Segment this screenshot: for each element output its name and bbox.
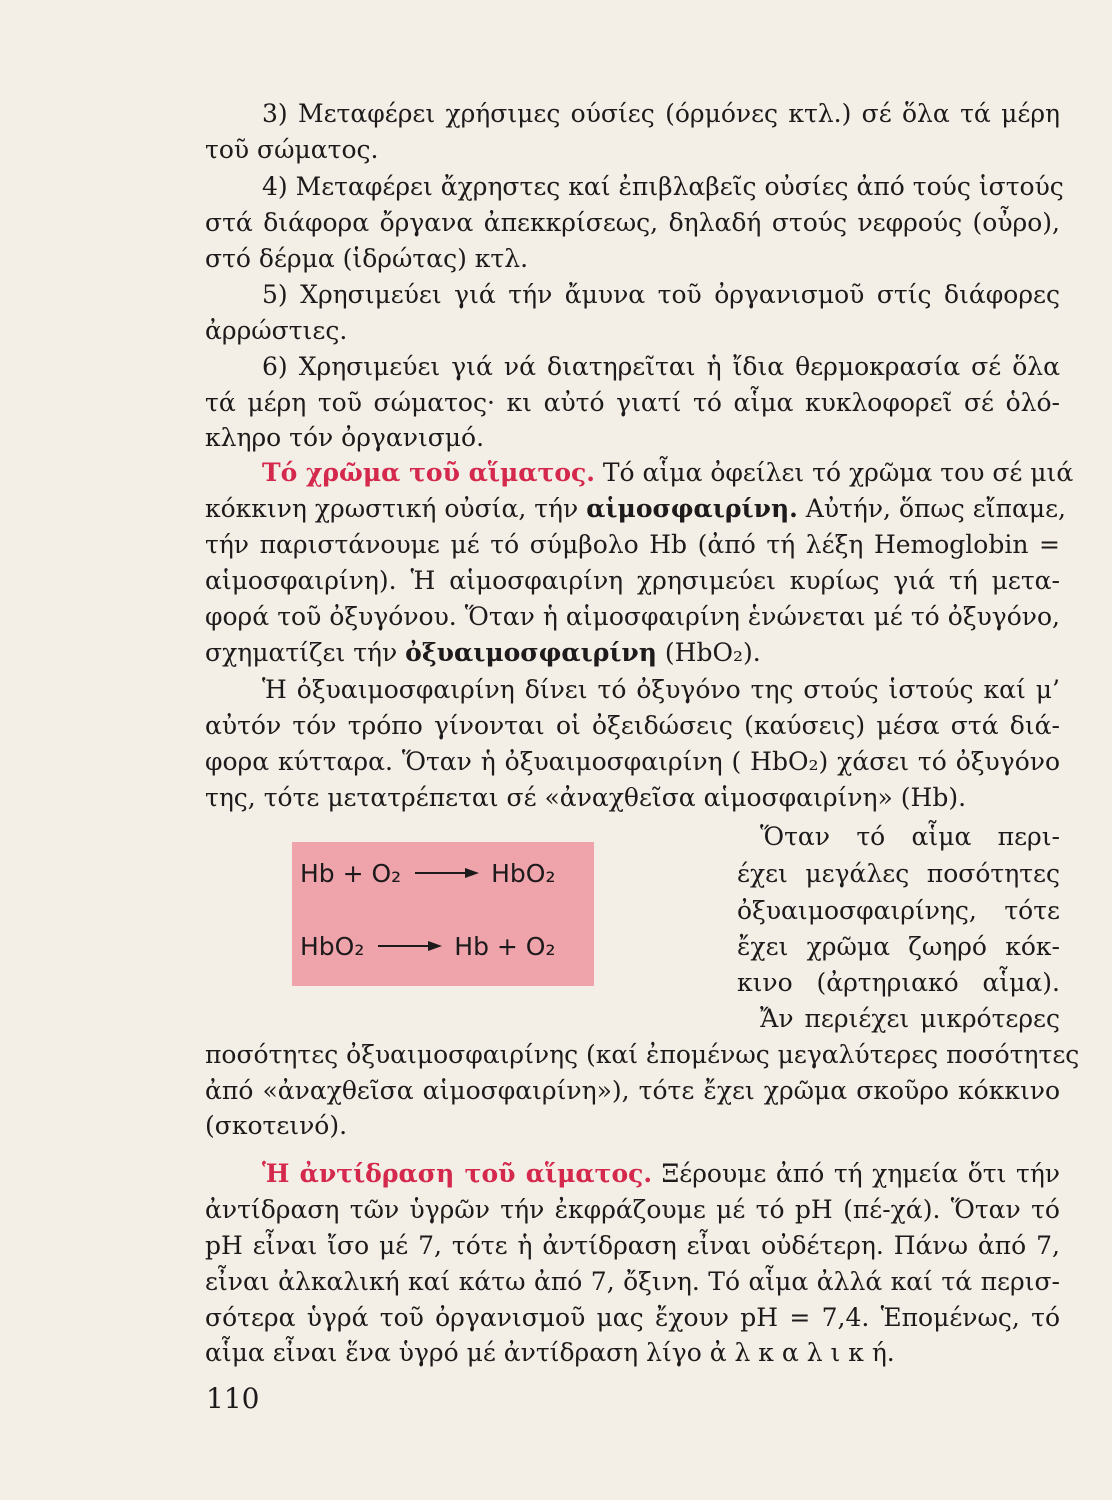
text-line: φορα κύτταρα. Ὅταν ἡ ὀξυαιμοσφαιρίνη ( HbO₂) χάσει τό ὀξυγόνο (205, 747, 1060, 776)
text-line: έχει μεγάλες ποσότητες (737, 859, 1060, 888)
list-item-3: 3) Μεταφέρει χρήσιμες ούσίες (όρμόνες κτλ.) σέ ὅλα τά μέρη (262, 99, 1060, 128)
equation-left: HbO₂ (300, 931, 365, 961)
text-span: σχηματίζει τήν (205, 638, 406, 667)
text-line: ἀρρώστιες. (205, 316, 348, 345)
section-heading-blood-reaction: Ἡ ἀντίδραση τοῦ αἵματος. (262, 1159, 653, 1188)
text-line: αἷμα εἶναι ἕνα ὑγρό μέ ἀντίδραση λίγο ἀ λ κ α λ ι κ ή. (205, 1338, 895, 1367)
text-line (205, 492, 1066, 526)
text-line: στά διάφορα ὄργανα ἀπεκκρίσεως, δηλαδή στούς νεφρούς (οὖρο), (205, 208, 1060, 237)
text-line: της, τότε μετατρέπεται σέ «ἀναχθεῖσα αἱμοσφαιρίνη» (Hb). (205, 783, 967, 812)
list-item-4: 4) Μεταφέρει ἄχρηστες καί ἐπιβλαβεῖς οὐσίες ἀπό τούς ἱστούς (262, 172, 1064, 201)
section-heading-blood-color: Τό χρῶμα τοῦ αἵματος. (262, 458, 595, 487)
text-span: Τό αἷμα ὀφείλει τό χρῶμα του σέ μιά (594, 458, 1074, 487)
text-line: αἱμοσφαιρίνη). Ἡ αἱμοσφαιρίνη χρησιμεύει κυρίως γιά τή μετα- (205, 566, 1060, 595)
text-span: κόκκινη χρωστική οὐσία, τήν (205, 494, 587, 523)
text-line: εἶναι ἀλκαλική καί κάτω ἀπό 7, ὄξινη. Τό αἷμα ἀλλά καί τά περισ- (205, 1267, 1060, 1296)
term-oxyhemoglobin: ὀξυαιμοσφαιρίνη (405, 638, 657, 667)
page-number: 110 (206, 1382, 260, 1415)
equation-left: Hb + O₂ (300, 858, 402, 888)
equation-right: HbO₂ (491, 858, 556, 888)
text-span: Αὐτήν, ὅπως εἴπαμε, (797, 494, 1066, 523)
text-line: φορά τοῦ ὀξυγόνου. Ὅταν ἡ αἱμοσφαιρίνη ἑνώνεται μέ τό ὀξυγόνο, (205, 602, 1060, 631)
equation-right: Hb + O₂ (454, 931, 556, 961)
text-line: τοῦ σώματος. (205, 135, 379, 164)
text-span: Ξέρουμε ἀπό τή χημεία ὅτι τήν (652, 1159, 1060, 1188)
arrow-right-icon (413, 866, 479, 880)
text-line: τήν παριστάνουμε μέ τό σύμβολο Hb (ἀπό τή λέξη Hemoglobin = (205, 530, 1060, 559)
text-line: ἀπό «ἀναχθεῖσα αἱμοσφαιρίνη»), τότε ἔχει χρῶμα σκοῦρο κόκκινο (205, 1076, 1060, 1105)
text-line: (σκοτεινό). (205, 1111, 348, 1140)
term-hemoglobin: αἱμοσφαιρίνη. (586, 494, 798, 523)
text-line: ἔχει χρῶμα ζωηρό κόκ- (737, 932, 1060, 961)
paragraph-blood-color (262, 456, 1074, 490)
text-line (205, 636, 1060, 670)
equation-deoxygenation (300, 930, 556, 961)
text-line: στό δέρμα (ἱδρώτας) κτλ. (205, 244, 529, 273)
text-line: ποσότητες ὀξυαιμοσφαιρίνης (καί ἐπομένως μεγαλύτερες ποσότητες (205, 1040, 1080, 1069)
text-line: Ἡ ὀξυαιμοσφαιρίνη δίνει τό ὀξυγόνο της στούς ἱστούς καί μ’ (262, 675, 1060, 704)
text-line: κινο (ἀρτηριακό αἷμα). (737, 968, 1060, 997)
text-line: κληρο τόν ὀργανισμό. (205, 423, 485, 452)
text-line: pH εἶναι ἴσο μέ 7, τότε ἡ ἀντίδραση εἶναι οὐδέτερη. Πάνω ἀπό 7, (205, 1231, 1060, 1260)
text-line: Ὅταν τό αἷμα περι- (760, 822, 1060, 851)
equation-oxygenation (300, 857, 556, 888)
arrow-right-icon (376, 939, 442, 953)
list-item-5: 5) Χρησιμεύει γιά τήν ἄμυνα τοῦ ὀργανισμοῦ στίς διάφορες (262, 280, 1060, 309)
text-line: τά μέρη τοῦ σώματος· κι αὐτό γιατί τό αἷμα κυκλοφορεῖ σέ ὁλό- (205, 388, 1060, 417)
text-line: σότερα ὑγρά τοῦ ὀργανισμοῦ μας ἔχουν pH = 7,4. Ἑπομένως, τό (205, 1303, 1060, 1332)
text-line: Ἄν περιέχει μικρότερες (760, 1004, 1060, 1033)
text-line: αὐτόν τόν τρόπο γίνονται οἱ ὀξειδώσεις (καύσεις) μέσα στά διά- (205, 711, 1060, 740)
text-line: ὀξυαιμοσφαιρίνης, τότε (737, 896, 1060, 925)
paragraph-blood-reaction (262, 1157, 1060, 1191)
text-line: ἀντίδραση τῶν ὑγρῶν τήν ἐκφράζουμε μέ τό pH (πέ-χά). Ὅταν τό (205, 1195, 1060, 1224)
text-span: (HbO₂). (656, 638, 761, 667)
list-item-6: 6) Χρησιμεύει γιά νά διατηρεῖται ἡ ἴδια θερμοκρασία σέ ὅλα (262, 352, 1060, 381)
